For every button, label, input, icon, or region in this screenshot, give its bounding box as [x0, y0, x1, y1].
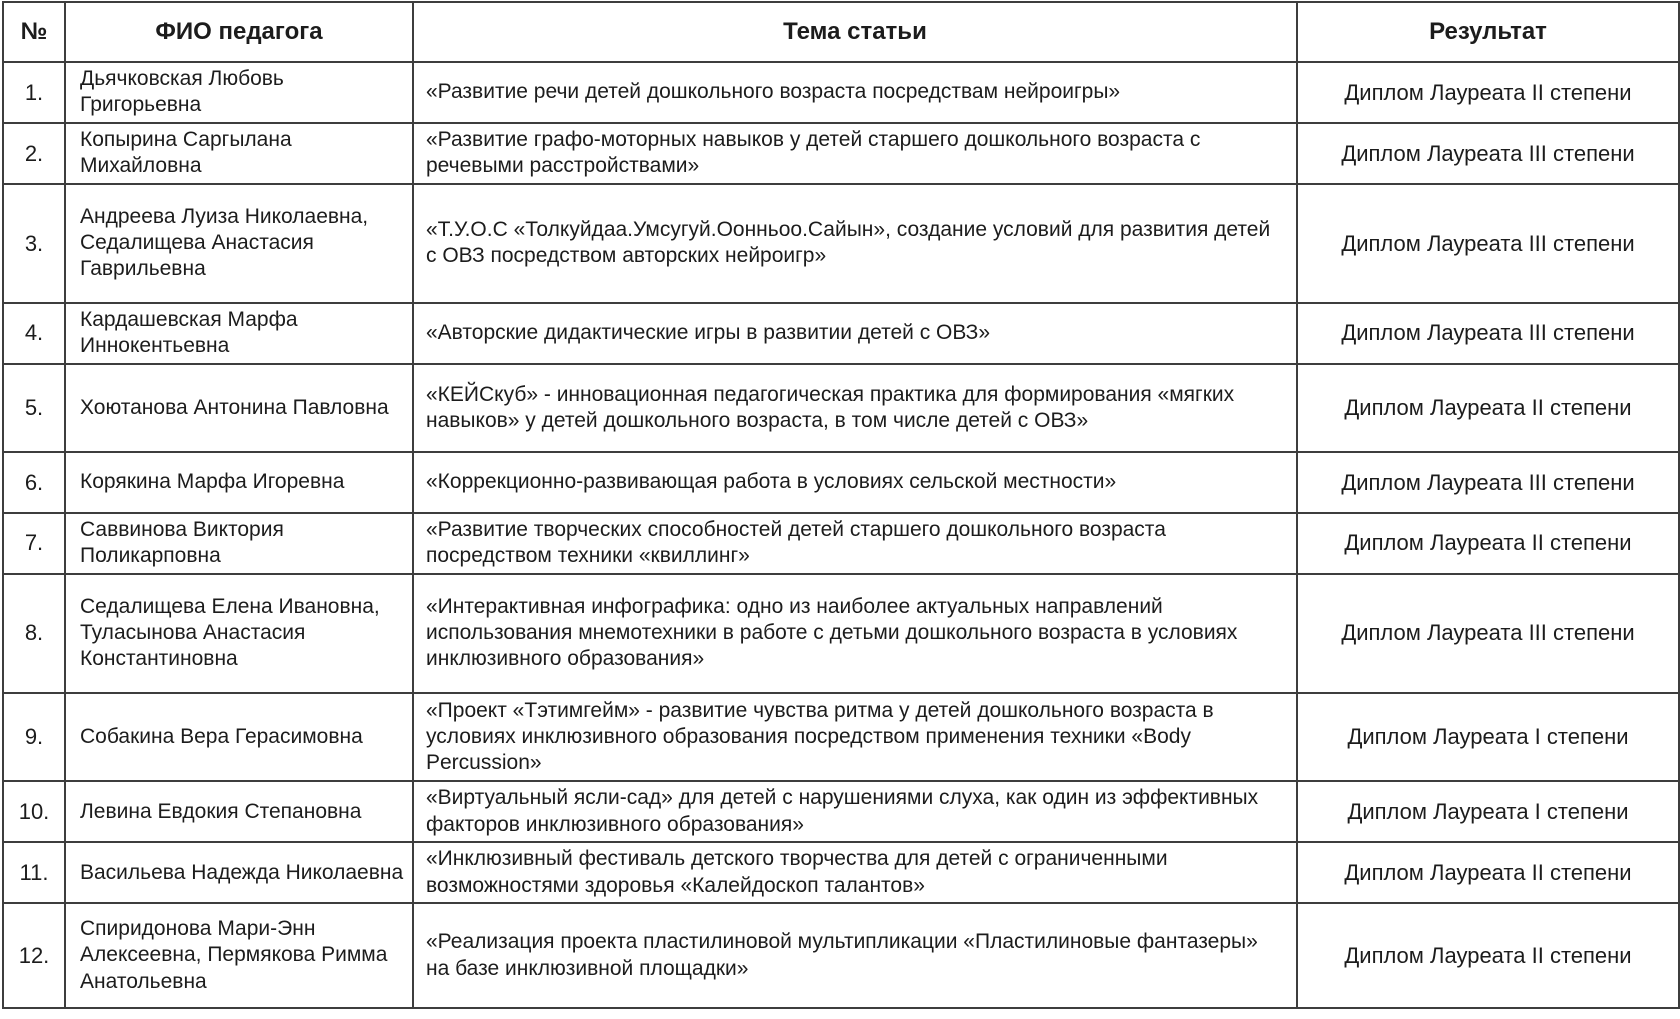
- teacher-name: Кардашевская Марфа Иннокентьевна: [65, 303, 413, 364]
- row-number: 1.: [3, 62, 65, 123]
- article-topic: «Инклюзивный фестиваль детского творчества для детей с ограниченными возможностями здоровья «Калейдоскоп талантов»: [413, 842, 1297, 903]
- teacher-name: Андреева Луиза Николаевна, Седалищева Анастасия Гаврильевна: [65, 184, 413, 303]
- result-value: Диплом Лауреата III степени: [1297, 452, 1679, 512]
- table-row: [3, 62, 1679, 123]
- row-number: 6.: [3, 452, 65, 512]
- table-header-row: [3, 2, 1679, 62]
- table-row: [3, 123, 1679, 184]
- header-article-topic: Тема статьи: [413, 2, 1297, 62]
- table-row: [3, 842, 1679, 903]
- article-topic: «Виртуальный ясли-сад» для детей с нарушениями слуха, как один из эффективных факторов инклюзивного образования»: [413, 781, 1297, 842]
- teacher-name: Левина Евдокия Степановна: [65, 781, 413, 842]
- row-number: 9.: [3, 693, 65, 782]
- row-number: 5.: [3, 364, 65, 453]
- row-number: 3.: [3, 184, 65, 303]
- article-topic: «Развитие творческих способностей детей старшего дошкольного возраста посредством техники «квиллинг»: [413, 513, 1297, 574]
- table-row: [3, 452, 1679, 512]
- table-row: [3, 513, 1679, 574]
- article-topic: «Проект «Тэтимгейм» - развитие чувства ритма у детей дошкольного возраста в условиях инклюзивного образования посредством применения техники «Body Percussion»: [413, 693, 1297, 782]
- table-row: [3, 184, 1679, 303]
- article-topic: «Авторские дидактические игры в развитии детей с ОВЗ»: [413, 303, 1297, 364]
- row-number: 11.: [3, 842, 65, 903]
- row-number: 12.: [3, 903, 65, 1008]
- table-row: [3, 303, 1679, 364]
- header-number: №: [3, 2, 65, 62]
- header-result: Результат: [1297, 2, 1679, 62]
- result-value: Диплом Лауреата II степени: [1297, 903, 1679, 1008]
- results-table: [2, 1, 1680, 1009]
- table-row: [3, 364, 1679, 453]
- teacher-name: Саввинова Виктория Поликарповна: [65, 513, 413, 574]
- teacher-name: Седалищева Елена Ивановна, Туласынова Анастасия Константиновна: [65, 574, 413, 693]
- result-value: Диплом Лауреата II степени: [1297, 842, 1679, 903]
- teacher-name: Хоютанова Антонина Павловна: [65, 364, 413, 453]
- article-topic: «Интерактивная инфографика: одно из наиболее актуальных направлений использования мнемотехники в работе с детьми дошкольного возраста в условиях инклюзивного образования»: [413, 574, 1297, 693]
- article-topic: «Коррекционно-развивающая работа в условиях сельской местности»: [413, 452, 1297, 512]
- article-topic: «Т.У.О.С «Толкуйдаа.Умсугуй.Оонньоо.Сайын», создание условий для развития детей с ОВЗ посредством авторских нейроигр»: [413, 184, 1297, 303]
- article-topic: «Реализация проекта пластилиновой мультипликации «Пластилиновые фантазеры» на базе инклюзивной площадки»: [413, 903, 1297, 1008]
- table-row: [3, 574, 1679, 693]
- row-number: 8.: [3, 574, 65, 693]
- table-row: [3, 693, 1679, 782]
- result-value: Диплом Лауреата II степени: [1297, 62, 1679, 123]
- teacher-name: Васильева Надежда Николаевна: [65, 842, 413, 903]
- table-row: [3, 903, 1679, 1008]
- result-value: Диплом Лауреата III степени: [1297, 184, 1679, 303]
- teacher-name: Спиридонова Мари-Энн Алексеевна, Пермякова Римма Анатольевна: [65, 903, 413, 1008]
- row-number: 2.: [3, 123, 65, 184]
- teacher-name: Собакина Вера Герасимовна: [65, 693, 413, 782]
- result-value: Диплом Лауреата III степени: [1297, 574, 1679, 693]
- article-topic: «КЕЙСкуб» - инновационная педагогическая практика для формирования «мягких навыков» у детей дошкольного возраста, в том числе детей с ОВЗ»: [413, 364, 1297, 453]
- teacher-name: Дьячковская Любовь Григорьевна: [65, 62, 413, 123]
- result-value: Диплом Лауреата I степени: [1297, 693, 1679, 782]
- result-value: Диплом Лауреата I степени: [1297, 781, 1679, 842]
- article-topic: «Развитие графо-моторных навыков у детей старшего дошкольного возраста с речевыми расстройствами»: [413, 123, 1297, 184]
- article-topic: «Развитие речи детей дошкольного возраста посредствам нейроигры»: [413, 62, 1297, 123]
- table-row: [3, 781, 1679, 842]
- result-value: Диплом Лауреата III степени: [1297, 303, 1679, 364]
- result-value: Диплом Лауреата III степени: [1297, 123, 1679, 184]
- row-number: 4.: [3, 303, 65, 364]
- teacher-name: Корякина Марфа Игоревна: [65, 452, 413, 512]
- row-number: 7.: [3, 513, 65, 574]
- result-value: Диплом Лауреата II степени: [1297, 364, 1679, 453]
- row-number: 10.: [3, 781, 65, 842]
- header-teacher-name: ФИО педагога: [65, 2, 413, 62]
- teacher-name: Копырина Саргылана Михайловна: [65, 123, 413, 184]
- result-value: Диплом Лауреата II степени: [1297, 513, 1679, 574]
